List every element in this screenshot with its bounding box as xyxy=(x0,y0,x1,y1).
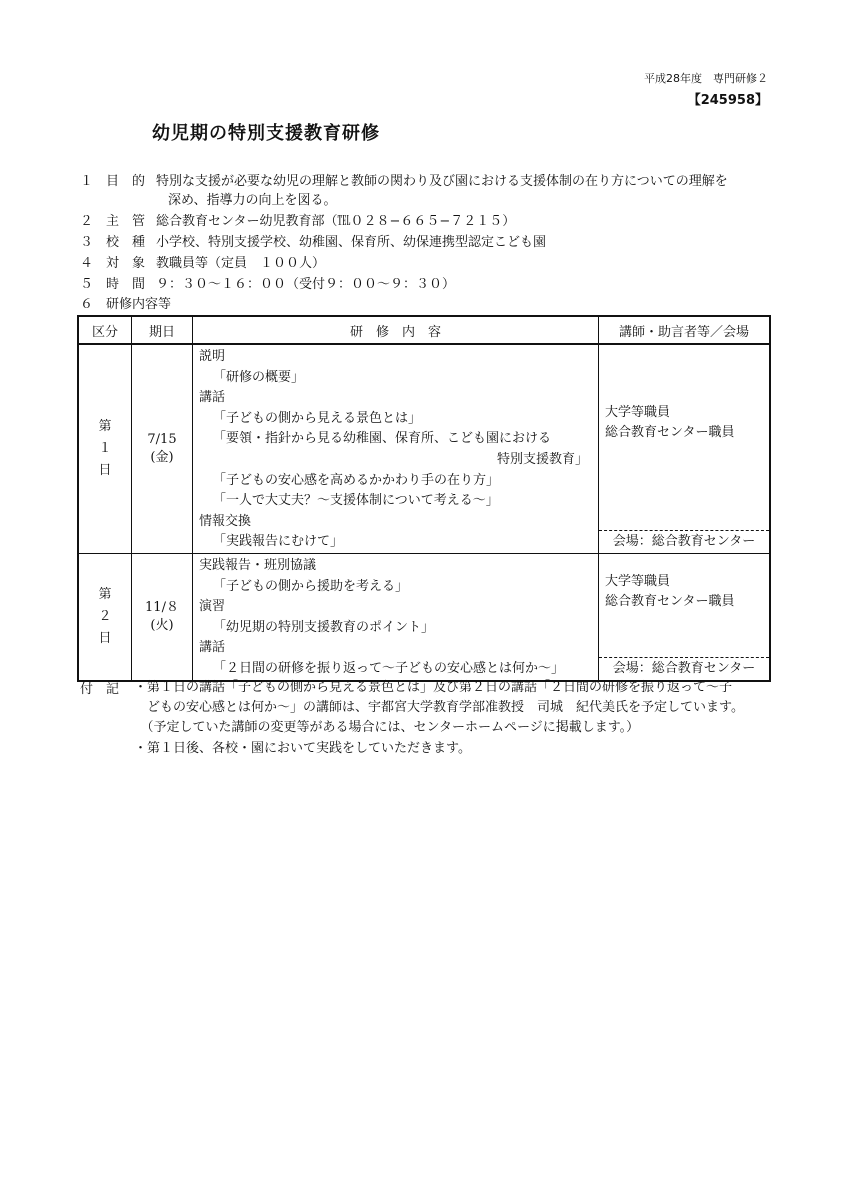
item-contents: ６ 研修内容等 xyxy=(80,297,172,312)
lecturer-name: 総合教育センター職員 xyxy=(605,593,735,609)
schedule-table xyxy=(77,315,771,682)
item-organizer: ２ 主 管 xyxy=(80,214,146,229)
item-school-type-value: 小学校、特別支援学校、幼稚園、保育所、幼保連携型認定こども園 xyxy=(156,235,547,250)
date-cell: 7/15 (金) xyxy=(132,344,193,553)
content-line: 実践報告・班別協議 xyxy=(199,557,317,573)
content-line: 特別支援教育」 xyxy=(496,451,588,467)
header-lecturer-venue: 講師・助言者等／会場 xyxy=(599,316,771,344)
item-school-type: ３ 校 種 xyxy=(80,235,146,250)
page-title: 幼児期の特別支援教育研修 xyxy=(152,123,380,144)
lecturer-cell xyxy=(599,553,771,680)
item-target: ４ 対 象 xyxy=(80,256,146,271)
item-time: ５ 時 間 xyxy=(80,277,146,292)
note-line: ・第１日の講話「子どもの側から見える景色とは」及び第２日の講話「２日間の研修を振り返って〜子 xyxy=(134,680,733,695)
lecturer-name: 大学等職員 xyxy=(605,573,671,589)
note-line: ・第１日後、各校・園において実践をしていただきます。 xyxy=(134,741,471,756)
item-purpose: １ 目 的 xyxy=(80,174,146,189)
content-line: 講話 xyxy=(199,390,226,406)
date-cell: 11/８ (火) xyxy=(132,553,193,680)
content-line: 演習 xyxy=(199,599,226,615)
content-line: 「幼児期の特別支援教育のポイント」 xyxy=(213,619,435,635)
item-organizer-value: 総合教育センター幼児教育部（℡０２８−６６５−７２１５） xyxy=(156,214,516,229)
header-division: 区分 xyxy=(78,316,132,344)
content-line: 説明 xyxy=(199,349,226,364)
table-row xyxy=(78,553,770,680)
item-time-value: ９：３０〜１６：００（受付９：００〜９：３０） xyxy=(156,277,456,292)
table-row xyxy=(78,344,770,553)
course-code: 【245958】 xyxy=(687,93,768,108)
lecturer-cell xyxy=(599,344,771,553)
content-line: 情報交換 xyxy=(199,513,252,529)
day-cell: 第 １ 日 xyxy=(78,344,132,553)
content-line: 「子どもの側から見える景色とは」 xyxy=(213,410,422,426)
notes-label: 付 記 xyxy=(80,682,120,697)
lecturer-name: 大学等職員 xyxy=(605,405,671,420)
header-content: 研 修 内 容 xyxy=(193,316,599,344)
header-date: 期日 xyxy=(132,316,193,344)
content-cell xyxy=(193,344,599,553)
venue-label: 会場：総合教育センター xyxy=(599,657,769,680)
venue-label: 会場：総合教育センター xyxy=(599,530,769,553)
item-purpose-line-2: 深め、指導力の向上を図る。 xyxy=(168,193,337,208)
day-cell: 第 ２ 日 xyxy=(78,553,132,680)
content-cell xyxy=(193,553,599,680)
content-line: 「実践報告にむけて」 xyxy=(213,534,344,550)
content-line: 「要領・指針から見る幼稚園、保育所、こども園における xyxy=(213,431,552,447)
content-line: 「２日間の研修を振り返って〜子どもの安心感とは何か〜」 xyxy=(213,660,565,676)
lecturer-name: 総合教育センター職員 xyxy=(605,425,735,440)
fiscal-year-course: 平成28年度 専門研修２ xyxy=(644,72,768,85)
content-line: 講話 xyxy=(199,640,226,656)
note-line: どもの安心感とは何か〜」の講師は、宇都宮大学教育学部准教授 司城 紀代美氏を予定しています。 xyxy=(134,700,744,715)
content-line: 「子どもの安心感を高めるかかわり手の在り方」 xyxy=(213,472,500,488)
table-header-row xyxy=(78,316,770,344)
item-purpose-line-1: 特別な支援が必要な幼児の理解と教師の関わり及び園における支援体制の在り方についての理解を xyxy=(156,174,728,189)
content-line: 「研修の概要」 xyxy=(213,369,305,385)
content-line: 「子どもの側から援助を考える」 xyxy=(213,578,409,594)
item-target-value: 教職員等（定員 １００人） xyxy=(156,256,326,271)
note-line: （予定していた講師の変更等がある場合には、センターホームページに掲載します。） xyxy=(134,720,640,735)
content-line: 「一人で大丈夫？〜支援体制について考える〜」 xyxy=(213,493,499,509)
